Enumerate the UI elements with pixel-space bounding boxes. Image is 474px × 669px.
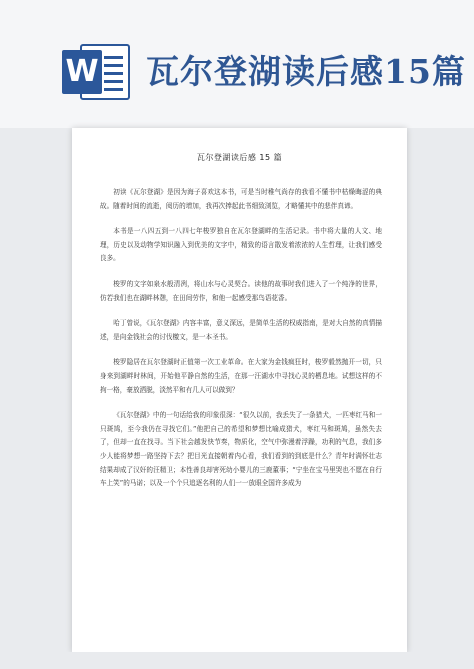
header-banner: [0, 0, 474, 128]
paragraph: 初读《瓦尔登湖》是因为海子喜欢这本书，可是当时稚气尚存的我看不懂书中枯燥晦涩的典故。随着时间的流逝，阅历的增加，我再次捧起此书细致浏览，才略懂其中的悲伴真谛。: [100, 188, 382, 210]
document-page: [72, 128, 407, 652]
paragraph: 哈丁曾说，《瓦尔登湖》内容丰富，意义深远，是简单生活的权威指南，是对大自然的真情描述，是向金钱社会的讨伐檄文，是一本圣书。: [100, 319, 382, 341]
document-body: [100, 186, 382, 503]
document-title: 瓦尔登湖读后感 15 篇: [196, 153, 283, 162]
paragraph: 梭罗隐居在瓦尔登湖时正值第一次工业革命。在大家为金钱疯狂时，梭罗毅然抛开一切，只身来到湖畔时林间，开始他平静自然的生活，在那一汪湖水中寻找心灵的栖息地。试想这样的不拘一格，豪放洒脱，淡然平和有几人可以做到？: [100, 358, 382, 394]
paragraph: 梭罗的文字如泉水般清冽，将山水与心灵契合。读他的故事时我们进入了一个纯净的世界，仿若我们也在湖畔林憩，在田间劳作，和他一起感受那鸟语花香。: [100, 279, 382, 302]
bottom-strip: [0, 652, 474, 669]
paragraph: 《瓦尔登湖》中的一句话给我的印象很深：“很久以前，我丢失了一条猎犬，一匹枣红马和一只斑鸠，至今我仍在寻找它们。”他把自己的希望和梦想比喻成猎犬，枣红马和斑鸠，虽然失去了，但却一直在找寻。当下社会越发快节奏，物质化，空气中弥漫着浮躁，功利的气息，我们多少人能将梦想一路坚持下去？把目光直接朝着内心看，我们看到的到底是什么？青年时满怀壮志结果却成了汉奸的汪精卫；本性善良却害死幼小婴儿的三鹿董事；“宁坐在宝马里哭也不愿在自行车上笑”的马诺；以及一个个只追逐名利的人们一一放眼全国许多成为: [100, 411, 382, 488]
banner-title: 瓦尔登湖读后感15篇: [146, 52, 466, 91]
word-logo-letter: W: [62, 50, 102, 94]
paragraph: 本书是一八四五到一八四七年梭罗独自在瓦尔登湖畔的生活记录。书中将大量的人文、地理，历史以及动物学知识融入到优美的文字中，精致的语言散发着浓浓的人生哲理，让我们感受良多。: [100, 227, 382, 263]
word-document-icon: [62, 40, 132, 104]
